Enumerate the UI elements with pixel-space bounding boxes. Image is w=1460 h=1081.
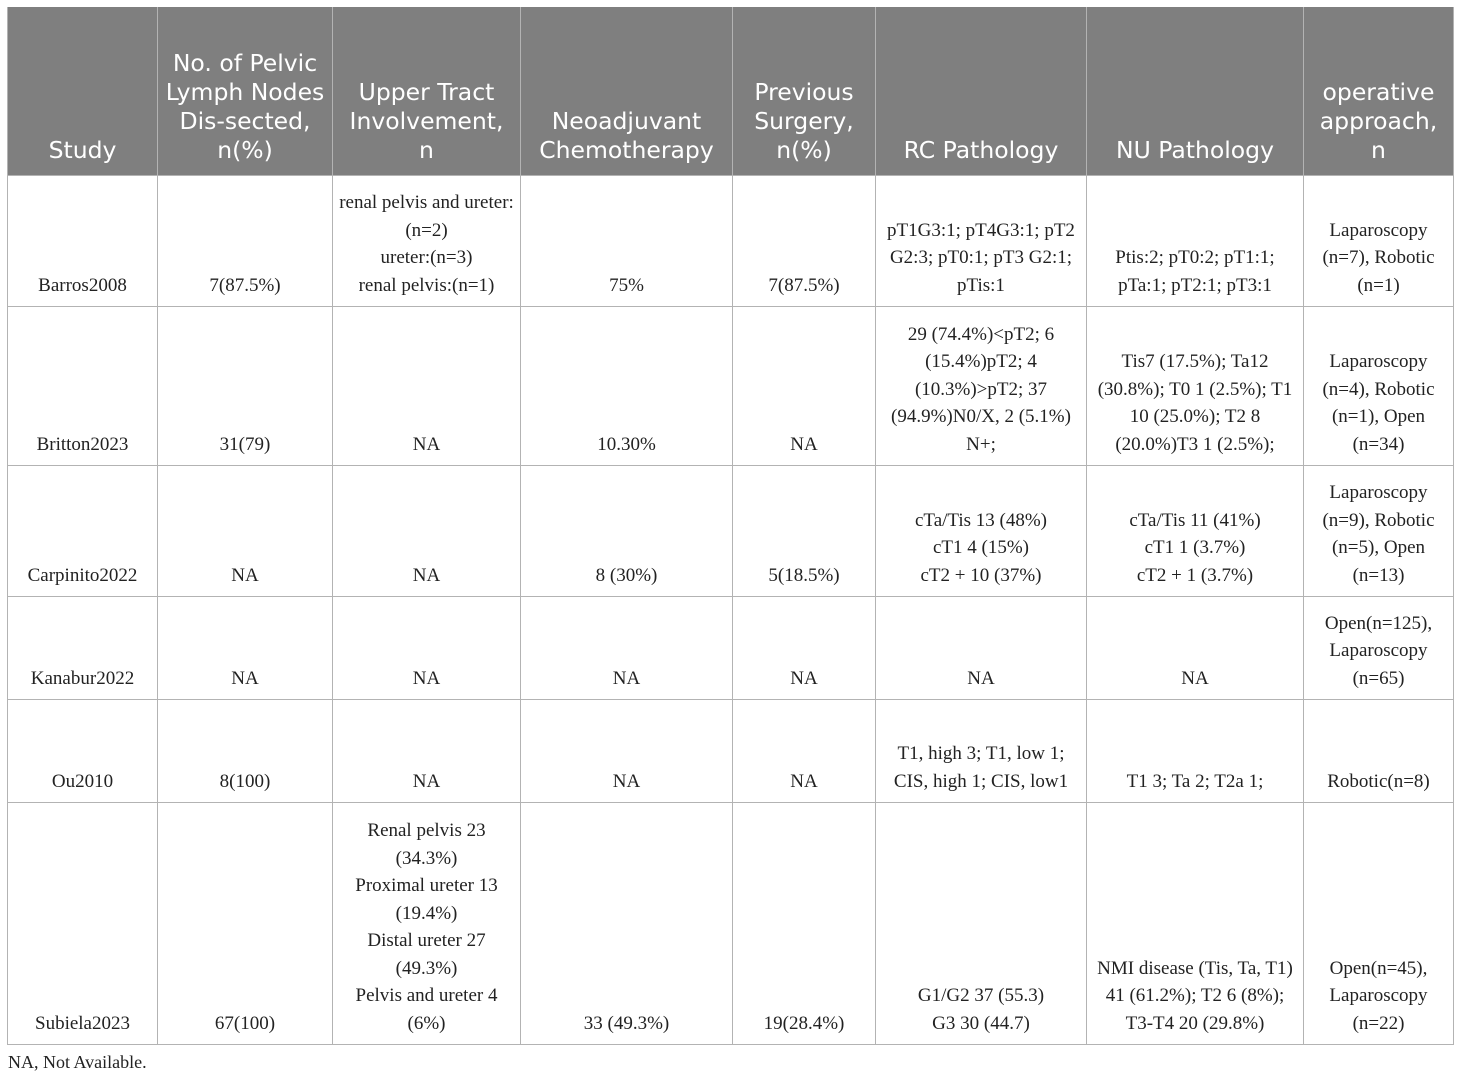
cell-study: Britton2023 [8,307,158,466]
cell-neoadjuvant: NA [521,700,733,803]
cell-neoadjuvant: 10.30% [521,307,733,466]
table-row [8,597,1454,700]
cell-lymph-nodes: 7(87.5%) [158,176,333,307]
cell-operative-approach: Open(n=125), Laparoscopy (n=65) [1304,597,1454,700]
cell-nu-pathology: cTa/Tis 11 (41%) cT1 1 (3.7%) cT2 + 1 (3.7%) [1087,466,1304,597]
cell-nu-pathology: Ptis:2; pT0:2; pT1:1; pTa:1; pT2:1; pT3:1 [1087,176,1304,307]
header-study: Study [8,7,158,176]
cell-upper-tract: renal pelvis and ureter:(n=2) ureter:(n=3) renal pelvis:(n=1) [333,176,521,307]
cell-operative-approach: Laparoscopy (n=7), Robotic (n=1) [1304,176,1454,307]
cell-lymph-nodes: 67(100) [158,803,333,1045]
table-row [8,700,1454,803]
cell-previous-surgery: NA [733,597,876,700]
cell-study: Kanabur2022 [8,597,158,700]
cell-study: Subiela2023 [8,803,158,1045]
cell-operative-approach: Robotic(n=8) [1304,700,1454,803]
header-previous-surgery: Previous Surgery, n(%) [733,7,876,176]
cell-previous-surgery: 19(28.4%) [733,803,876,1045]
header-nu-pathology: NU Pathology [1087,7,1304,176]
cell-lymph-nodes: 8(100) [158,700,333,803]
table-footnote: NA, Not Available. [8,1052,147,1072]
cell-rc-pathology: cTa/Tis 13 (48%) cT1 4 (15%) cT2 + 10 (37%) [876,466,1087,597]
cell-upper-tract: NA [333,700,521,803]
table-row [8,466,1454,597]
header-lymph-nodes: No. of Pelvic Lymph Nodes Dis-sected, n(%) [158,7,333,176]
data-table [7,7,1454,1045]
cell-nu-pathology: NMI disease (Tis, Ta, T1) 41 (61.2%); T2 6 (8%); T3-T4 20 (29.8%) [1087,803,1304,1045]
cell-rc-pathology: NA [876,597,1087,700]
cell-rc-pathology: T1, high 3; T1, low 1; CIS, high 1; CIS, low1 [876,700,1087,803]
table-row [8,307,1454,466]
cell-upper-tract: NA [333,466,521,597]
header-upper-tract: Upper Tract Involvement, n [333,7,521,176]
cell-nu-pathology: NA [1087,597,1304,700]
cell-previous-surgery: NA [733,700,876,803]
cell-upper-tract: Renal pelvis 23 (34.3%) Proximal ureter 13 (19.4%) Distal ureter 27 (49.3%) Pelvis and ureter 4 (6%) [333,803,521,1045]
cell-lymph-nodes: NA [158,466,333,597]
cell-previous-surgery: NA [733,307,876,466]
table-row [8,803,1454,1045]
cell-upper-tract: NA [333,597,521,700]
cell-previous-surgery: 7(87.5%) [733,176,876,307]
header-rc-pathology: RC Pathology [876,7,1087,176]
cell-operative-approach: Open(n=45), Laparoscopy (n=22) [1304,803,1454,1045]
cell-upper-tract: NA [333,307,521,466]
cell-study: Barros2008 [8,176,158,307]
cell-rc-pathology: 29 (74.4%)<pT2; 6 (15.4%)pT2; 4 (10.3%)>pT2; 37 (94.9%)N0/X, 2 (5.1%) N+; [876,307,1087,466]
cell-study: Ou2010 [8,700,158,803]
header-operative-approach: operative approach, n [1304,7,1454,176]
cell-neoadjuvant: 33 (49.3%) [521,803,733,1045]
cell-rc-pathology: pT1G3:1; pT4G3:1; pT2 G2:3; pT0:1; pT3 G2:1; pTis:1 [876,176,1087,307]
cell-operative-approach: Laparoscopy (n=4), Robotic (n=1), Open (n=34) [1304,307,1454,466]
cell-previous-surgery: 5(18.5%) [733,466,876,597]
header-neoadjuvant: Neoadjuvant Chemotherapy [521,7,733,176]
cell-neoadjuvant: 75% [521,176,733,307]
cell-rc-pathology: G1/G2 37 (55.3) G3 30 (44.7) [876,803,1087,1045]
table-row [8,176,1454,307]
cell-neoadjuvant: 8 (30%) [521,466,733,597]
cell-study: Carpinito2022 [8,466,158,597]
cell-operative-approach: Laparoscopy (n=9), Robotic (n=5), Open (n=13) [1304,466,1454,597]
cell-neoadjuvant: NA [521,597,733,700]
cell-nu-pathology: Tis7 (17.5%); Ta12 (30.8%); T0 1 (2.5%); T1 10 (25.0%); T2 8 (20.0%)T3 1 (2.5%); [1087,307,1304,466]
cell-lymph-nodes: 31(79) [158,307,333,466]
cell-lymph-nodes: NA [158,597,333,700]
cell-nu-pathology: T1 3; Ta 2; T2a 1; [1087,700,1304,803]
header-row [8,7,1454,176]
